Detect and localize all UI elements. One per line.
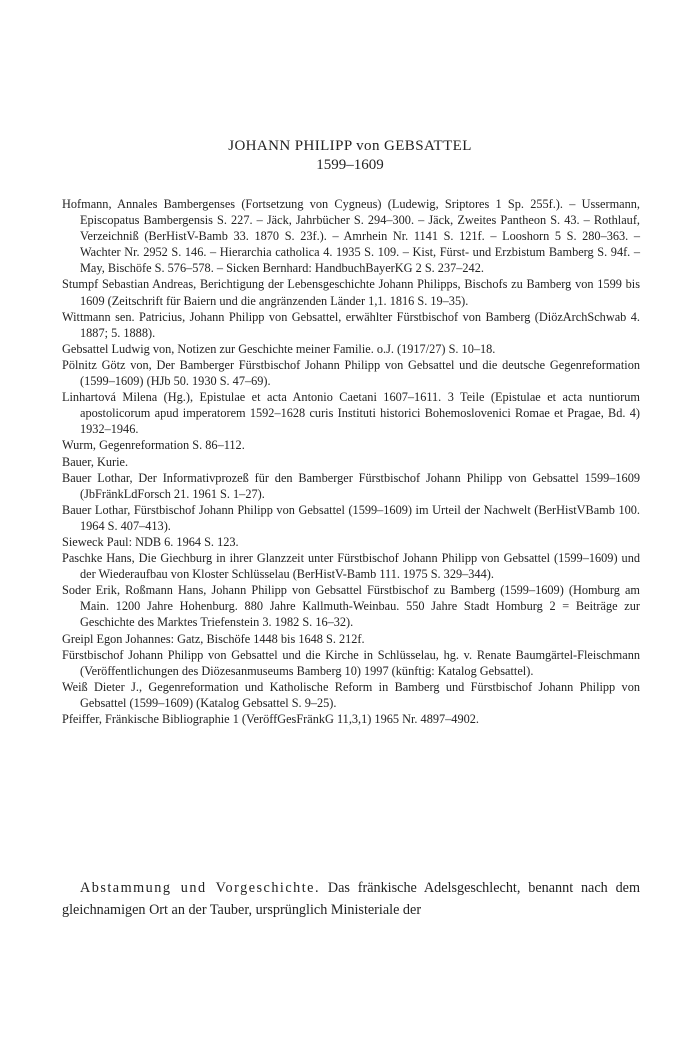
bibliography-entry: Stumpf Sebastian Andreas, Berichtigung der Lebensgeschichte Johann Philipps, Bischofs zu Bamberg von 1599 bis 1609 (Zeitschrift für Baiern und die angränzenden Länder 1,1. 1816 S. 19–35). xyxy=(62,277,640,308)
bibliography-entry: Bauer Lothar, Fürstbischof Johann Philipp von Gebsattel (1599–1609) im Urteil der Nachwelt (BerHistVBamb 100. 1964 S. 407–413). xyxy=(62,502,640,533)
bibliography-entry: Sieweck Paul: NDB 6. 1964 S. 123. xyxy=(62,534,239,549)
section-lead-title: Abstammung und Vorgeschichte. xyxy=(80,880,321,896)
bibliography-list xyxy=(62,196,640,727)
bibliography-entry: Greipl Egon Johannes: Gatz, Bischöfe 1448 bis 1648 S. 212f. xyxy=(62,631,365,646)
chapter-title: JOHANN PHILIPP von GEBSATTEL xyxy=(228,138,472,154)
bibliography-entry: Bauer, Kurie. xyxy=(62,454,129,469)
chapter-heading xyxy=(0,137,700,175)
bibliography-entry: Bauer Lothar, Der Informativprozeß für den Bamberger Fürstbischof Johann Philipp von Gebsattel 1599–1609 (JbFränkLdForsch 21. 1961 S. 1–27). xyxy=(62,470,640,501)
body-paragraph xyxy=(62,878,640,921)
bibliography-entry: Hofmann, Annales Bambergenses (Fortsetzung von Cygneus) (Ludewig, Sriptores 1 Sp. 255f.). – Ussermann, Episcopatus Bambergensis S. 227. – Jäck, Jahrbücher S. 294–300. – Jäck, Zweites Pantheon S. 43. – Rothlauf, Verzeichniß (BerHistV-Bamb 33. 1870 S. 23f.). – Amrhein Nr. 1141 S. 121f. – Looshorn 5 S. 280–363. – Wachter Nr. 2952 S. 146. – Hierarchia catholica 4. 1935 S. 109. – Kist, Fürst- und Erzbistum Bamberg S. 94f. – May, Bischöfe S. 576–578. – Sicken Bernhard: HandbuchBayerKG 2 S. 237–242. xyxy=(62,197,640,276)
bibliography-entry: Wurm, Gegenreformation S. 86–112. xyxy=(62,438,245,453)
bibliography-entry: Wittmann sen. Patricius, Johann Philipp von Gebsattel, erwählter Fürstbischof von Bamberg (DiözArchSchwab 4. 1887; 5. 1888). xyxy=(62,309,640,340)
body-text: Das fränkische Adelsgeschlecht, benannt nach dem gleichnamigen Ort an der Tauber, ursprünglich Ministeriale der xyxy=(62,880,640,918)
bibliography-entry: Pölnitz Götz von, Der Bamberger Fürstbischof Johann Philipp von Gebsattel und die deutsche Gegenreformation (1599–1609) (HJb 50. 1930 S. 47–69). xyxy=(62,357,640,389)
bibliography-entry: Gebsattel Ludwig von, Notizen zur Geschichte meiner Familie. o.J. (1917/27) S. 10–18. xyxy=(62,341,496,356)
bibliography-entry: Weiß Dieter J., Gegenreformation und Katholische Reform in Bamberg und Fürstbischof Johann Philipp von Gebsattel (1599–1609) (Katalog Gebsattel S. 9–25). xyxy=(62,679,640,710)
bibliography-entry: Fürstbischof Johann Philipp von Gebsattel und die Kirche in Schlüsselau, hg. v. Renate Baumgärtel-Fleischmann (Veröffentlichungen des Diözesanmuseums Bamberg 10) 1997 (künftig: Katalog Gebsattel). xyxy=(62,647,640,678)
bibliography-entry: Soder Erik, Roßmann Hans, Johann Philipp von Gebsattel Fürstbischof zu Bamberg (1599–1609) (Homburg am Main. 1200 Jahre Hohenburg. 880 Jahre Kallmuth-Weinbau. 550 Jahre Stadt Homburg 2 = Beiträge zur Geschichte des Marktes Triefenstein 3. 1982 S. 16–32). xyxy=(62,583,640,630)
bibliography-entry: Linhartová Milena (Hg.), Epistulae et acta Antonio Caetani 1607–1611. 3 Teile (Epistulae et acta nuntiorum apostolicorum apud imperatorem 1592–1628 curis Instituti historici Bohemoslovenici Romae et Pragae, Bd. 4) 1932–1946. xyxy=(62,390,640,437)
bibliography-entry: Pfeiffer, Fränkische Bibliographie 1 (VeröffGesFränkG 11,3,1) 1965 Nr. 4897–4902. xyxy=(62,712,479,726)
reign-dates: 1599–1609 xyxy=(316,157,384,173)
bibliography-entry: Paschke Hans, Die Giechburg in ihrer Glanzzeit unter Fürstbischof Johann Philipp von Gebsattel (1599–1609) und der Wiederaufbau von Kloster Schlüsselau (BerHistV-Bamb 111. 1975 S. 329–344). xyxy=(62,551,640,582)
